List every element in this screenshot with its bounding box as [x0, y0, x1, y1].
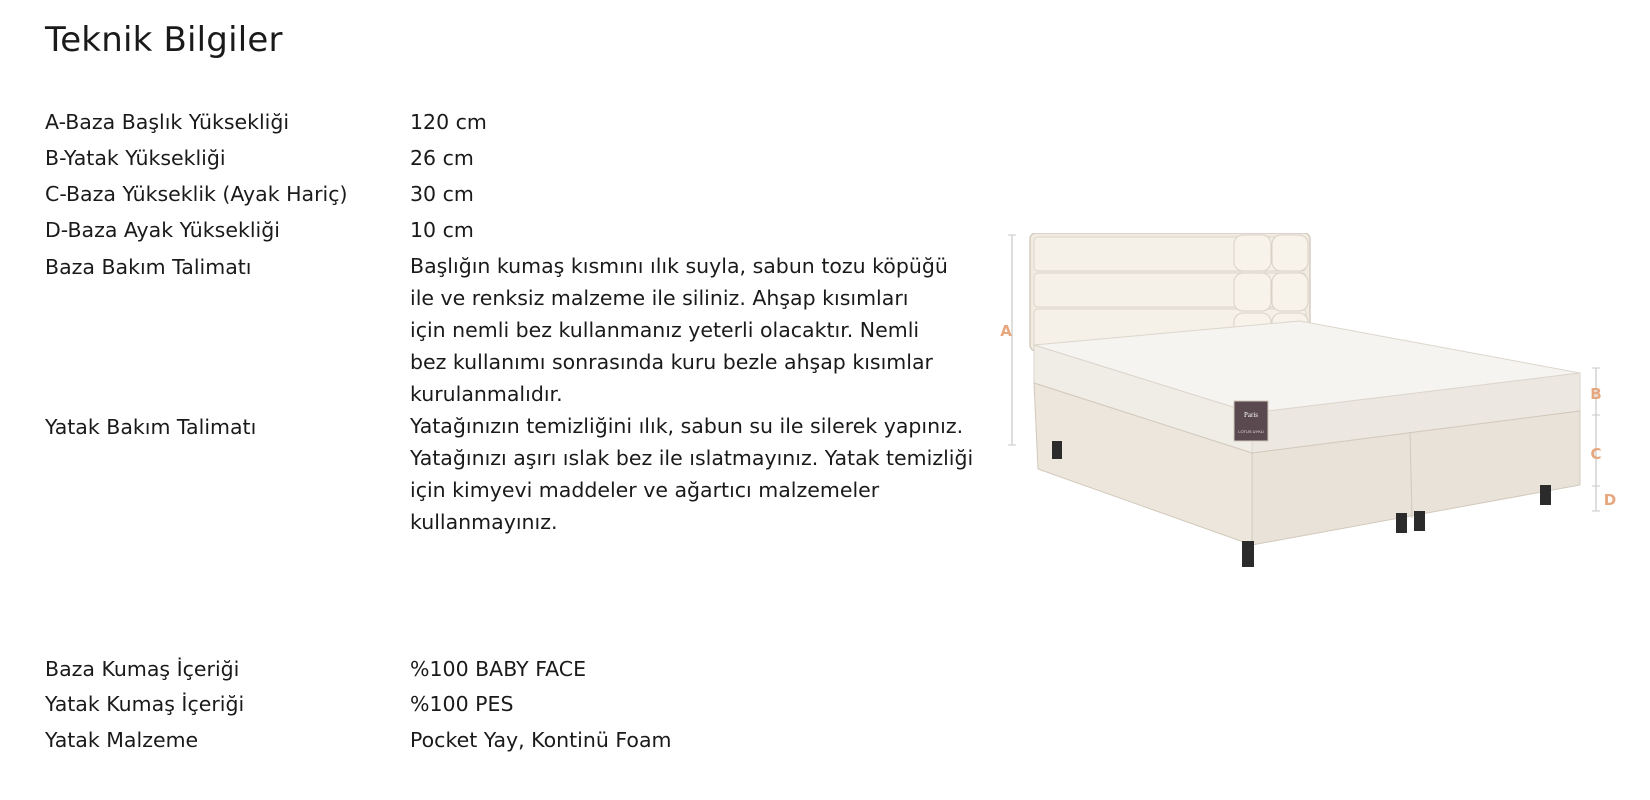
spec-value-line: %100 PES — [410, 692, 514, 716]
spec-value-line: Yatağınızı aşırı ıslak bez ile ıslatmayınız. Yatak temizliği — [410, 446, 974, 470]
spec-value-line: Başlığın kumaş kısmını ılık suyla, sabun tozu köpüğü — [410, 254, 948, 278]
brand-label: Paris — [1244, 411, 1258, 419]
spec-label: Baza Kumaş İçeriği — [45, 657, 240, 681]
spec-label: C-Baza Yükseklik (Ayak Hariç) — [45, 182, 348, 206]
spec-label: D-Baza Ayak Yüksekliği — [45, 218, 280, 242]
spec-value — [410, 410, 974, 538]
spec-value-line: 120 cm — [410, 110, 487, 134]
spec-value — [410, 141, 930, 175]
spec-value — [410, 687, 930, 721]
dimension-label-c: C — [1590, 445, 1602, 463]
spec-value-line: bez kullanımı sonrasında kuru bezle ahşap kısımlar — [410, 350, 933, 374]
spec-label: Yatak Kumaş İçeriği — [45, 692, 245, 716]
page-title: Teknik Bilgiler — [45, 20, 283, 60]
spec-value-line: %100 BABY FACE — [410, 657, 587, 681]
dimension-label-d: D — [1603, 491, 1617, 509]
spec-label: Yatak Bakım Talimatı — [45, 415, 257, 439]
spec-value — [410, 213, 930, 247]
spec-value — [410, 723, 930, 757]
spec-value-line: ile ve renksiz malzeme ile siliniz. Ahşap kısımları — [410, 286, 909, 310]
spec-value-line: 30 cm — [410, 182, 474, 206]
spec-value-line: için nemli bez kullanmanız yeterli olacaktır. Nemli — [410, 318, 920, 342]
spec-value-line: 26 cm — [410, 146, 474, 170]
brand-sublabel: LOTUS UYKU — [1238, 429, 1264, 434]
spec-value — [410, 250, 948, 410]
spec-value-line: Pocket Yay, Kontinü Foam — [410, 728, 672, 752]
dimension-label-b: B — [1590, 385, 1602, 403]
product-image — [990, 233, 1650, 603]
spec-label: A-Baza Başlık Yüksekliği — [45, 110, 290, 134]
dimension-label-a: A — [1000, 322, 1012, 340]
spec-value-line: Yatağınızın temizliğini ılık, sabun su ile silerek yapınız. — [410, 414, 964, 438]
bed-illustration — [990, 233, 1650, 603]
spec-value — [410, 105, 930, 139]
spec-label: B-Yatak Yüksekliği — [45, 146, 226, 170]
spec-label: Yatak Malzeme — [45, 728, 199, 752]
spec-value — [410, 652, 930, 686]
spec-label: Baza Bakım Talimatı — [45, 255, 252, 279]
spec-value-line: kullanmayınız. — [410, 510, 558, 534]
spec-value-line: için kimyevi maddeler ve ağartıcı malzemeler — [410, 478, 880, 502]
spec-value — [410, 177, 930, 211]
spec-value-line: kurulanmalıdır. — [410, 382, 563, 406]
spec-value-line: 10 cm — [410, 218, 474, 242]
